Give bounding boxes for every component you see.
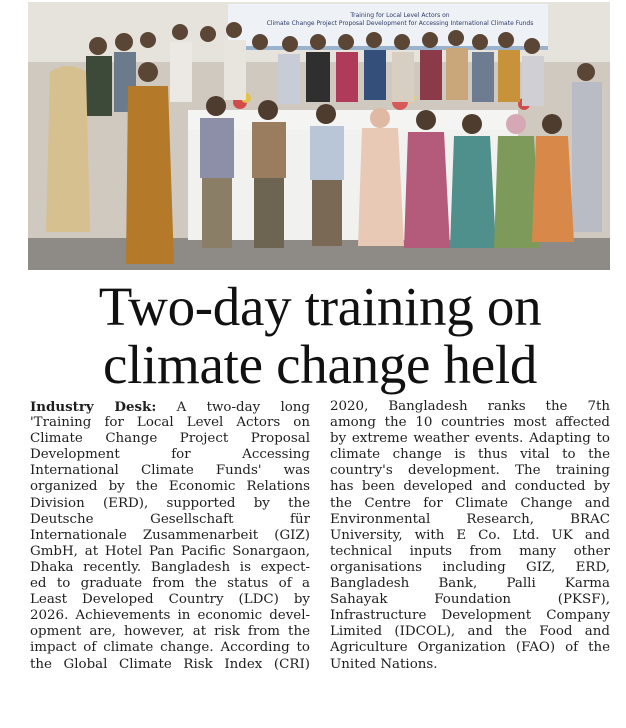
article-column-left — [30, 399, 310, 673]
photo-banner-text — [260, 12, 540, 28]
article-line: International Climate Funds' was — [30, 463, 310, 479]
article-line: University, with E Co. Ltd. UK and — [330, 527, 610, 543]
article-line: organisations including GIZ, ERD, — [330, 559, 610, 575]
article-body — [30, 399, 610, 721]
banner-line: Training for Local Level Actors on — [350, 12, 450, 19]
article-line: Development for Accessing — [30, 447, 310, 463]
article-line: Internationale Zusammenarbeit (GIZ) — [30, 527, 310, 543]
article-line: among the 10 countries most affected — [330, 415, 610, 431]
article-line: Least Developed Country (LDC) by — [30, 592, 310, 608]
article-line: the Centre for Climate Change and — [330, 495, 610, 511]
group-photo-illustration — [28, 2, 610, 270]
article-line: opment are, however, at risk from the — [30, 624, 310, 640]
article-line: 'Training for Local Level Actors on — [30, 415, 310, 431]
byline: Industry Desk: — [30, 399, 157, 415]
article-line: Climate Change Project Proposal — [30, 431, 310, 447]
article-line: impact of climate change. According to — [30, 640, 310, 656]
article-line: by extreme weather events. Adapting to — [330, 431, 610, 447]
article-line: United Nations. — [330, 656, 438, 672]
article-line: Bangladesh Bank, Palli Karma — [330, 576, 610, 592]
article-line: Deutsche Gesellschaft für — [30, 511, 310, 527]
article-line: ed to graduate from the status of a — [30, 576, 310, 592]
headline-line-1: Two-day training on — [98, 276, 542, 337]
article-line: organized by the Economic Relations — [30, 479, 310, 495]
article-line: Infrastructure Development Company — [330, 608, 610, 624]
article-line: Agriculture Organization (FAO) of the — [330, 640, 610, 656]
article-line: the Global Climate Risk Index (CRI) — [30, 656, 310, 672]
article-line: GmbH, at Hotel Pan Pacific Sonargaon, — [30, 543, 310, 559]
article-line: technical inputs from many other — [330, 543, 610, 559]
banner-line: Climate Change Project Proposal Development for Accessing International Climate Funds — [266, 20, 534, 27]
article-line: Environmental Research, BRAC — [330, 511, 610, 527]
article-text: A two-day long — [156, 400, 310, 415]
article-column-right — [330, 399, 610, 673]
article-line: Sahayak Foundation (PKSF), — [330, 592, 610, 608]
headline — [30, 278, 610, 394]
article-line: has been developed and conducted by — [330, 479, 610, 495]
article-line: Dhaka recently. Bangladesh is expect- — [30, 559, 310, 575]
article-line: 2026. Achievements in economic devel- — [30, 608, 310, 624]
article-line: climate change is thus vital to the — [330, 447, 610, 463]
group-photo — [28, 2, 610, 270]
article-line: Limited (IDCOL), and the Food and — [330, 624, 610, 640]
article-line: country's development. The training — [330, 463, 610, 479]
article-line — [30, 399, 310, 415]
article-line: 2020, Bangladesh ranks the 7th — [330, 399, 610, 414]
headline-line-2: climate change held — [102, 334, 538, 395]
article-line: Division (ERD), supported by the — [30, 495, 310, 511]
